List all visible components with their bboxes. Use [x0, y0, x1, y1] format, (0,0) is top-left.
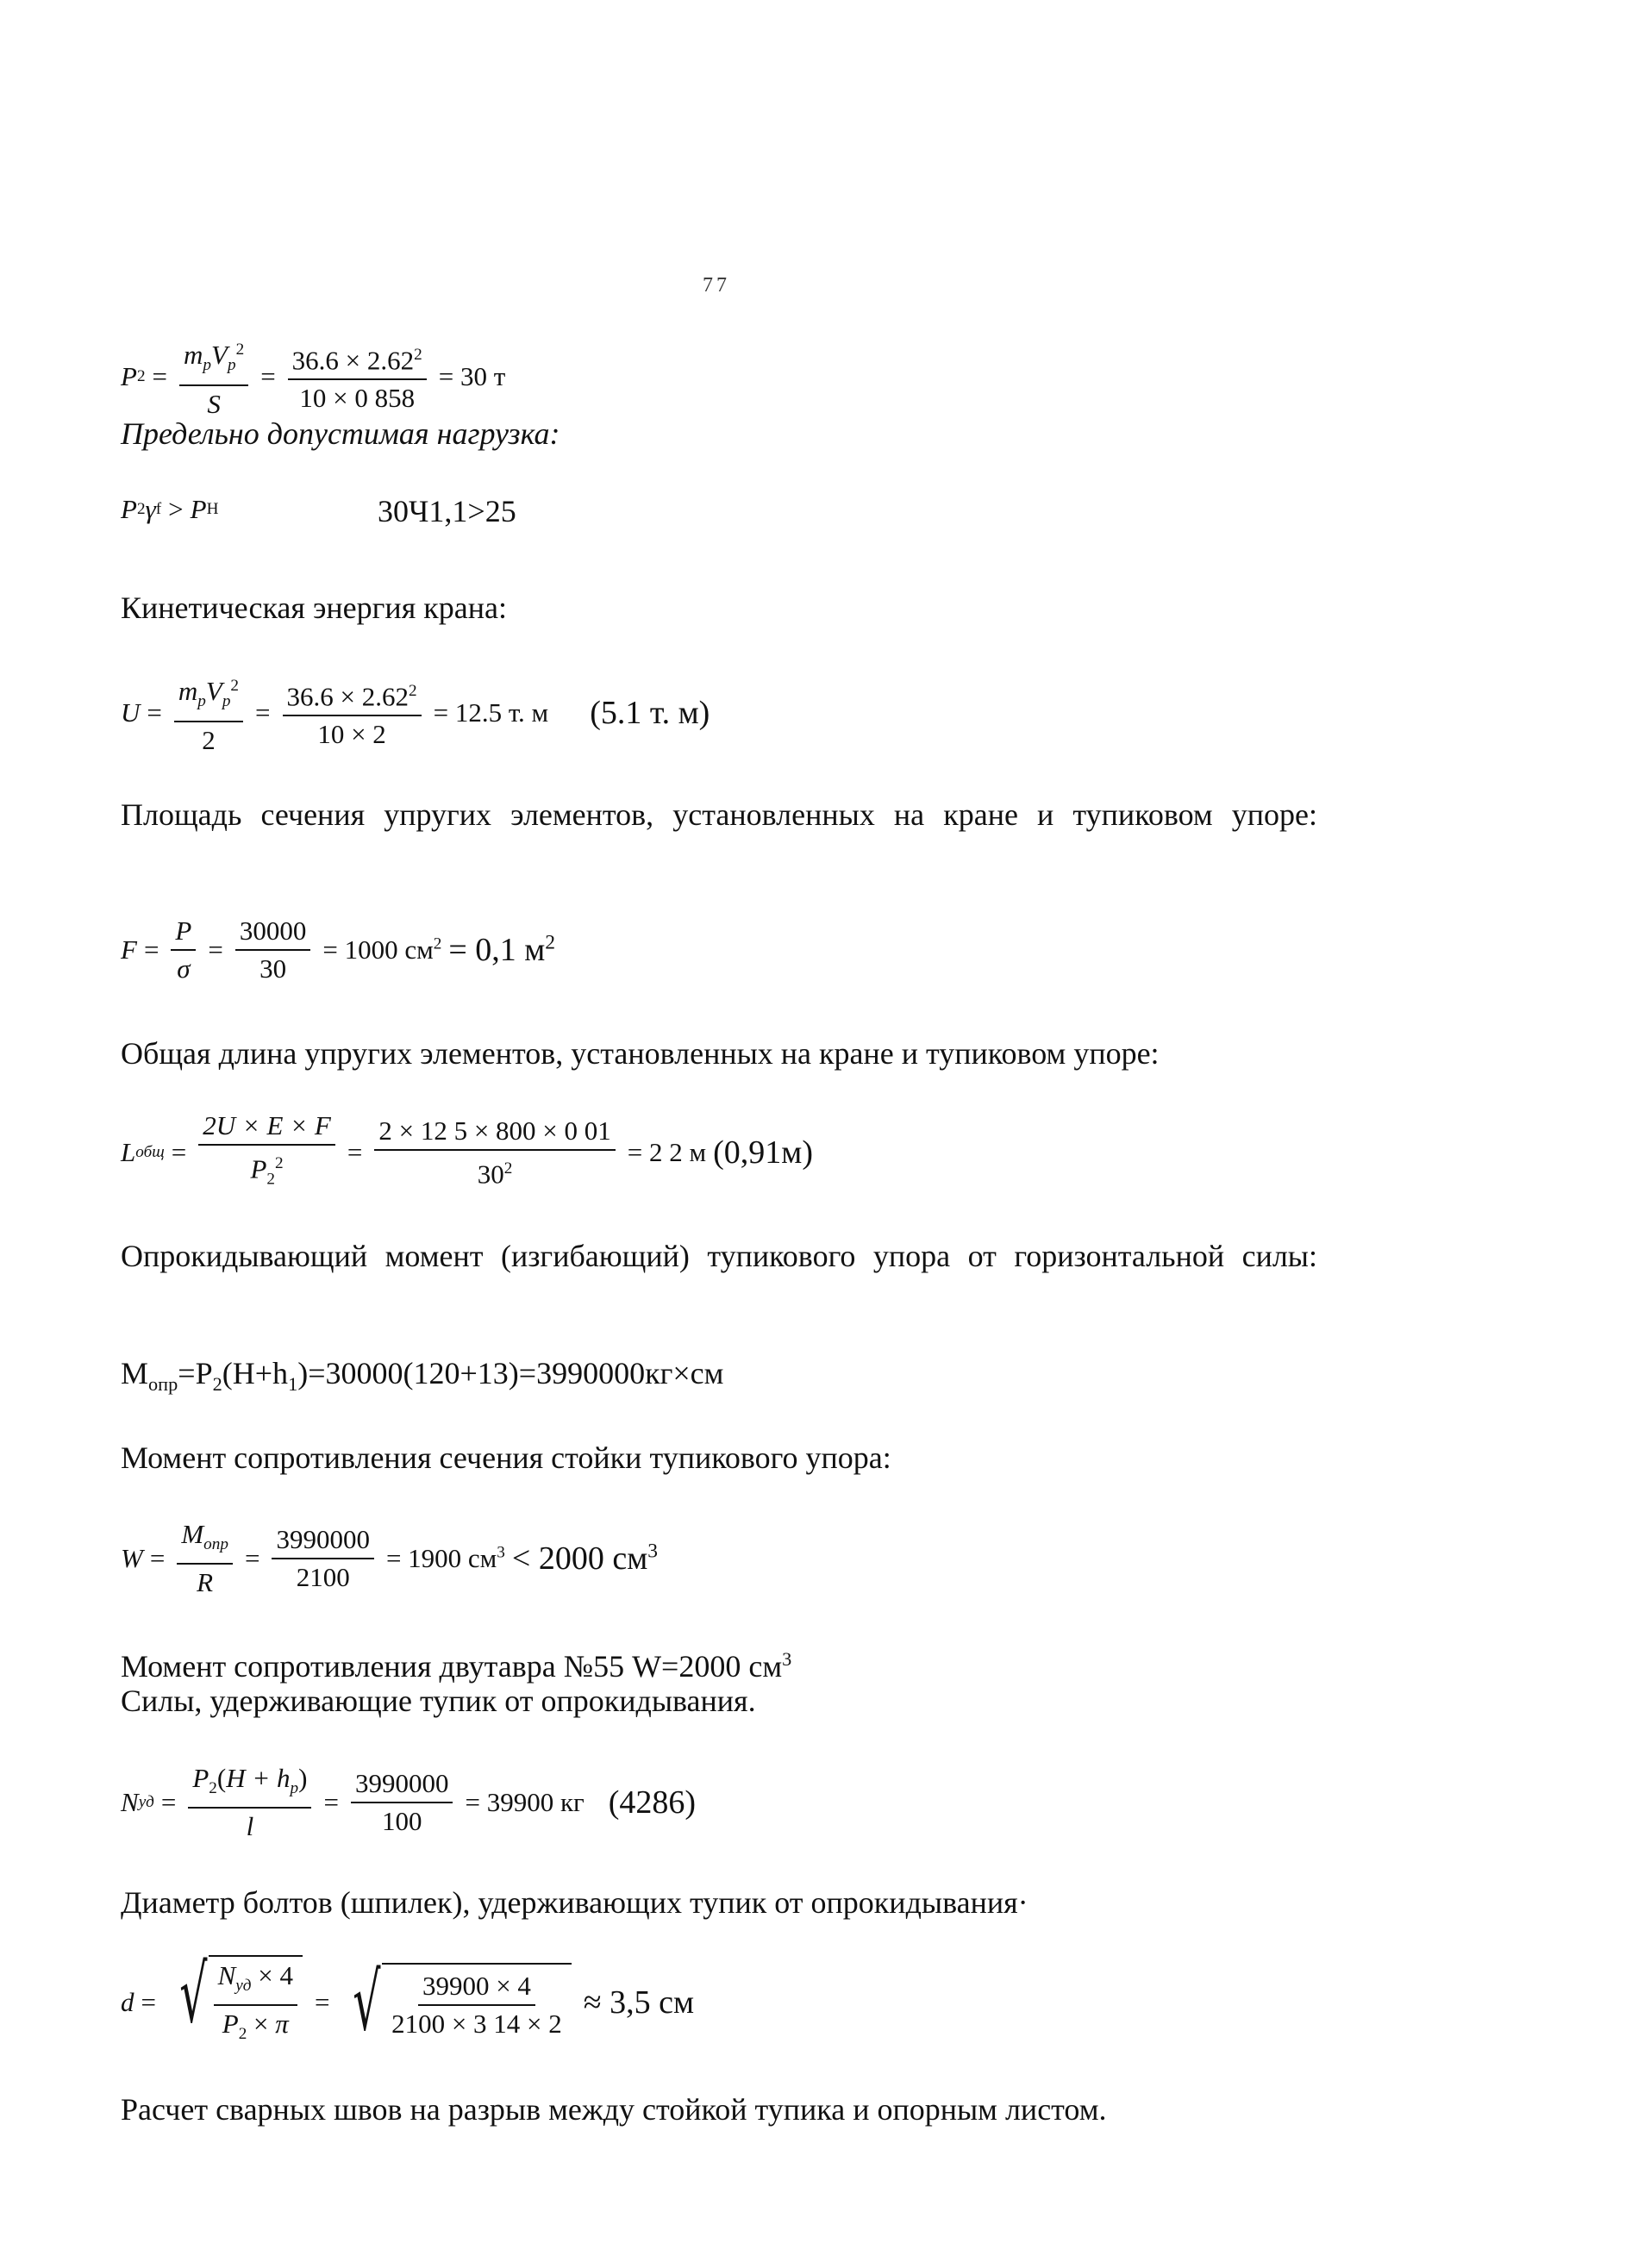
formula-u: U = $\frac{m_pV_p^2}{2}$ = $\frac{36.6 \times 2.62^2}{10 \times 2}$ = 12.5 т. м (5.1 т. м) [121, 671, 710, 756]
formula-d: d = √ $\frac{N_{уд} \times 4}{P_2 \times \pi}$ = √ $\frac{39900 \times 4}{2100 \times 3 14 \times 2}$ ≈ 3,5 см [121, 1955, 701, 2050]
heading-bolt-diameter: Диаметр болтов (шпилек), удерживающих тупик от опрокидывания· [121, 1885, 1028, 1920]
formula-d-result: ≈ 3,5 см [583, 1984, 695, 2021]
formula-p2: P 2 = $\frac{m_pV_p^2}{S}$ = $\frac{36.6 \times 2.62^2}{10 \times 0 858}$ = 30 т [121, 334, 512, 420]
heading-limit-load: Предельно допустимая нагрузка: [121, 416, 560, 451]
formula-f-result: = 1000 см [322, 934, 434, 965]
heading-restraining-forces: Силы, удерживающие тупик от опрокидывания. [121, 1684, 756, 1718]
formula-n-alt: (4286) [608, 1784, 697, 1821]
formula-f-result-m2: = 0,1 м [448, 932, 546, 968]
formula-p2-result: = 30 т [438, 361, 506, 392]
heading-kinetic-energy: Кинетическая энергия крана: [121, 590, 507, 625]
formula-w: W = $\frac{M_{опр}}{R}$ = $\frac{3990000}{2100}$ = 1900 $см^3$ < 2000 $см^3$ [121, 1519, 659, 1598]
paragraph-welds: Расчет сварных швов на разрыв между стойкой тупика и опорным листом. [121, 2092, 1107, 2127]
formula-l-result: = 2 2 м [627, 1137, 707, 1168]
heading-total-length: Общая длина упругих элементов, установленных на кране и тупиковом упоре: [121, 1036, 1160, 1071]
paragraph-moment: Опрокидывающий момент (изгибающий) тупикового упора от горизонтальной силы: [121, 1239, 1317, 1273]
formula-l: L общ = $\frac{2U \times E \times F}{P_2^2}$ = $\frac{2 \times 12 5 \times 800 \times 0 01}{30^2}$ = 2 2 м (0,91м) [121, 1110, 814, 1190]
heading-section-modulus: Момент сопротивления сечения стойки тупикового упора: [121, 1440, 891, 1475]
formula-n: N уд = $\frac{P_2(H + h_p)}{l}$ = $\frac{3990000}{100}$ = 39900 кг (4286) [121, 1763, 697, 1842]
limit-value: 30Ч1,1>25 [378, 494, 516, 528]
formula-u-alt: (5.1 т. м) [590, 695, 710, 732]
formula-l-alt: (0,91м) [713, 1134, 814, 1171]
page-number: 77 [703, 274, 730, 297]
formula-w-compare: < 2000 см [511, 1540, 648, 1578]
paragraph-area: Площадь сечения упругих элементов, установленных на кране и тупиковом упоре: [121, 797, 1317, 832]
paragraph-beam: Момент сопротивления двутавра №55 W=2000 $см^3$ [121, 1648, 792, 1684]
formula-n-result: = 39900 кг [465, 1787, 585, 1818]
formula-limit: P 2 γ f > P H [121, 494, 219, 524]
formula-w-result: = 1900 см [385, 1543, 497, 1574]
formula-u-result: = 12.5 т. м [433, 697, 549, 728]
formula-f: F = $\frac{P}{\sigma}$ = $\frac{30000}{30}$ = 1000 $см^2$ = 0,1 $м^2$ [121, 915, 556, 984]
moment-formula: $M_{опр}=P_2(H+h_1)=30000(120+13)=3990000кг\times см$ [121, 1356, 724, 1396]
